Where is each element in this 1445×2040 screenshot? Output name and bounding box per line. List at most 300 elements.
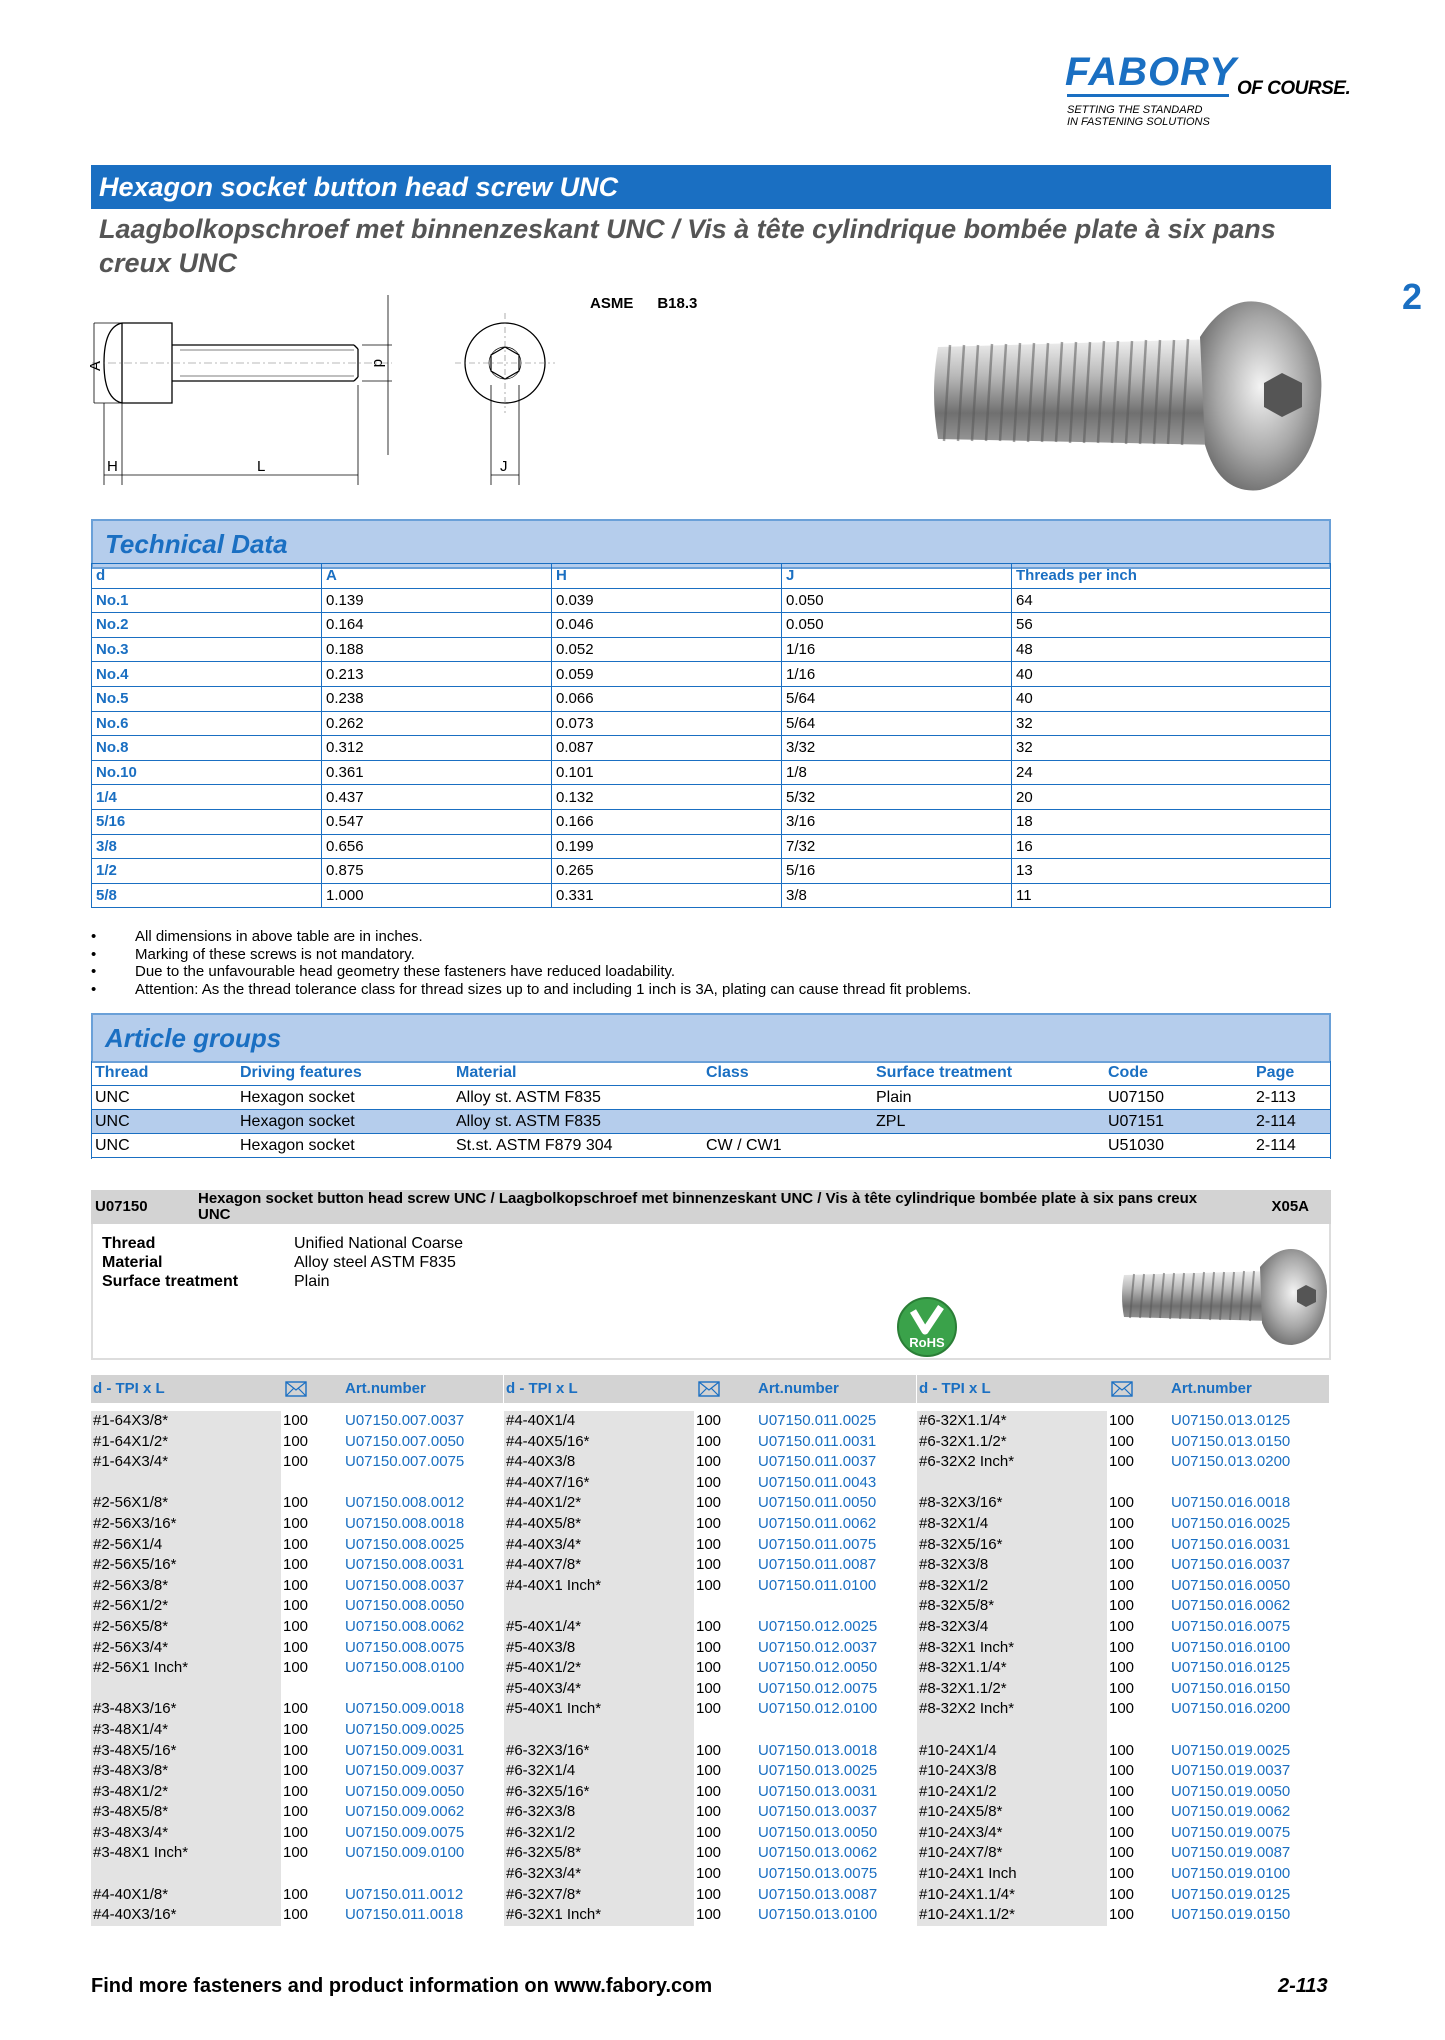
article-number[interactable]: U07150.012.0075	[758, 1679, 878, 1697]
table-cell: 1/4	[92, 785, 322, 810]
table-cell: Alloy st. ASTM F835	[452, 1086, 702, 1110]
article-number[interactable]: U07150.016.0031	[1171, 1535, 1291, 1553]
logo-tagline-1: SETTING THE STANDARD	[1067, 104, 1203, 116]
table-cell: 0.050	[782, 588, 1012, 613]
article-number[interactable]: U07150.016.0050	[1171, 1576, 1291, 1594]
list-item	[504, 1658, 916, 1679]
article-groups-table	[91, 1061, 1331, 1158]
table-cell: St.st. ASTM F879 304	[452, 1134, 702, 1158]
articles-column-header	[917, 1375, 1329, 1403]
article-number[interactable]: U07150.009.0037	[345, 1762, 465, 1780]
article-number[interactable]: U07150.008.0012	[345, 1494, 465, 1512]
technical-data-header: Technical Data	[91, 519, 1331, 569]
list-item	[504, 1617, 916, 1638]
article-size: #8-32X1/4	[919, 1514, 989, 1532]
table-cell: 56	[1012, 613, 1331, 638]
articles-column-2	[504, 1375, 916, 1926]
table-cell: 1/16	[782, 662, 1012, 687]
article-number[interactable]: U07150.016.0200	[1171, 1700, 1291, 1718]
article-number[interactable]: U07150.013.0100	[758, 1906, 878, 1924]
table-cell: Plain	[872, 1086, 1104, 1110]
table-row	[92, 736, 1331, 761]
article-size: #8-32X1.1/4*	[919, 1659, 1007, 1677]
article-number[interactable]: U07150.019.0037	[1171, 1762, 1291, 1780]
article-number[interactable]: U07150.019.0062	[1171, 1803, 1291, 1821]
article-quantity: 100	[1109, 1803, 1135, 1821]
article-number[interactable]: U07150.013.0150	[1171, 1432, 1291, 1450]
article-size: #8-32X3/8	[919, 1556, 989, 1574]
article-quantity: 100	[1109, 1906, 1135, 1924]
article-number[interactable]: U07150.019.0050	[1171, 1782, 1291, 1800]
article-number[interactable]: U07150.012.0037	[758, 1638, 878, 1656]
article-number[interactable]: U07150.013.0037	[758, 1803, 878, 1821]
article-number[interactable]: U07150.013.0200	[1171, 1453, 1291, 1471]
article-size: #6-32X7/8*	[506, 1885, 582, 1903]
table-row	[92, 834, 1331, 859]
article-size: #6-32X1.1/2*	[919, 1432, 1007, 1450]
article-number[interactable]: U07150.011.0075	[758, 1535, 877, 1553]
list-item	[91, 1432, 503, 1453]
table-cell: U07151	[1104, 1110, 1252, 1134]
article-number[interactable]: U07150.016.0018	[1171, 1494, 1291, 1512]
article-size: #2-56X1/4	[93, 1535, 163, 1553]
article-quantity: 100	[1109, 1597, 1135, 1615]
article-size: #10-24X1/2	[919, 1782, 997, 1800]
table-cell: 0.039	[552, 588, 782, 613]
table-cell: 13	[1012, 859, 1331, 884]
articles-rows	[504, 1411, 916, 1926]
list-item	[917, 1720, 1329, 1741]
table-cell: 0.052	[552, 637, 782, 662]
table-row	[91, 1110, 1331, 1134]
article-number[interactable]: U07150.009.0100	[345, 1844, 465, 1862]
table-cell: 20	[1012, 785, 1331, 810]
article-size: #6-32X5/16*	[506, 1782, 590, 1800]
article-number[interactable]: U07150.016.0100	[1171, 1638, 1291, 1656]
article-number[interactable]: U07150.012.0025	[758, 1617, 878, 1635]
table-cell: 0.262	[322, 711, 552, 736]
list-item	[91, 1658, 503, 1679]
article-quantity: 100	[696, 1576, 722, 1594]
article-size: #3-48X5/16*	[93, 1741, 177, 1759]
list-item	[917, 1576, 1329, 1597]
property-label: Surface treatment	[102, 1273, 239, 1290]
article-number[interactable]: U07150.013.0125	[1171, 1412, 1291, 1429]
table-row	[92, 883, 1331, 908]
table-cell: 0.087	[552, 736, 782, 761]
table-cell: CW / CW1	[702, 1134, 872, 1158]
dim-L: L	[257, 458, 266, 475]
list-item	[91, 1535, 503, 1556]
list-item	[917, 1741, 1329, 1762]
article-number[interactable]: U07150.011.0100	[758, 1576, 877, 1594]
table-cell: UNC	[91, 1134, 236, 1158]
article-number[interactable]: U07150.008.0037	[345, 1576, 465, 1594]
article-quantity: 100	[283, 1700, 309, 1718]
article-size: #4-40X5/16*	[506, 1432, 590, 1450]
table-row	[92, 760, 1331, 785]
article-quantity: 100	[283, 1514, 309, 1532]
article-size: #2-56X1/8*	[93, 1494, 169, 1512]
art-number-header: Art.number	[758, 1380, 839, 1397]
article-size: #5-40X1 Inch*	[506, 1700, 602, 1718]
article-number[interactable]: U07150.008.0100	[345, 1659, 465, 1677]
article-quantity: 100	[283, 1844, 309, 1862]
article-size: #4-40X7/8*	[506, 1556, 582, 1574]
list-item	[917, 1617, 1329, 1638]
list-item	[917, 1658, 1329, 1679]
article-quantity: 100	[1109, 1514, 1135, 1532]
table-cell: U51030	[1104, 1134, 1252, 1158]
table-cell: No.10	[92, 760, 322, 785]
article-size: #8-32X1/2	[919, 1576, 989, 1594]
list-item	[504, 1514, 916, 1535]
article-size: #8-32X1 Inch*	[919, 1638, 1015, 1656]
article-number[interactable]: U07150.008.0025	[345, 1535, 465, 1553]
article-quantity: 100	[1109, 1782, 1135, 1800]
list-item	[91, 1411, 503, 1432]
article-quantity: 100	[283, 1823, 309, 1841]
article-number[interactable]: U07150.013.0025	[758, 1762, 878, 1780]
article-number[interactable]: U07150.011.0062	[758, 1514, 877, 1532]
article-number[interactable]: U07150.009.0075	[345, 1823, 465, 1841]
table-cell: Hexagon socket	[236, 1086, 452, 1110]
table-row	[92, 785, 1331, 810]
envelope-icon	[698, 1381, 720, 1397]
article-number[interactable]: U07150.011.0025	[758, 1412, 877, 1429]
list-item	[504, 1411, 916, 1432]
article-quantity: 100	[696, 1535, 722, 1553]
article-number[interactable]: U07150.008.0075	[345, 1638, 465, 1656]
article-number[interactable]: U07150.013.0087	[758, 1885, 878, 1903]
article-quantity: 100	[1109, 1638, 1135, 1656]
list-item	[917, 1864, 1329, 1885]
list-item	[504, 1864, 916, 1885]
article-number[interactable]: U07150.013.0062	[758, 1844, 878, 1862]
table-row	[91, 1134, 1331, 1158]
article-quantity: 100	[696, 1906, 722, 1924]
list-item	[504, 1596, 916, 1617]
article-number[interactable]: U07150.008.0062	[345, 1617, 465, 1635]
art-number-header: Art.number	[345, 1380, 426, 1397]
table-cell: 0.361	[322, 760, 552, 785]
table-row	[92, 662, 1331, 687]
table-cell: No.4	[92, 662, 322, 687]
property-value: Alloy steel ASTM F835	[294, 1254, 456, 1271]
property-label: Thread	[102, 1235, 156, 1252]
table-cell: 0.331	[552, 883, 782, 908]
list-item	[917, 1411, 1329, 1432]
list-item	[917, 1514, 1329, 1535]
list-item	[504, 1473, 916, 1494]
article-quantity: 100	[1109, 1762, 1135, 1780]
article-number[interactable]: U07150.007.0050	[345, 1432, 465, 1450]
article-size: #4-40X3/16*	[93, 1906, 177, 1924]
list-item	[91, 1905, 503, 1926]
table-cell: 0.164	[322, 613, 552, 638]
col-header-H: H	[552, 564, 782, 589]
article-number[interactable]: U07150.011.0012	[345, 1885, 464, 1903]
list-item	[917, 1761, 1329, 1782]
article-number[interactable]: U07150.019.0087	[1171, 1844, 1291, 1862]
article-size: #2-56X3/4*	[93, 1638, 169, 1656]
article-quantity: 100	[696, 1782, 722, 1800]
table-cell: 3/32	[782, 736, 1012, 761]
dim-H: H	[107, 458, 118, 475]
table-cell: U07150	[1104, 1086, 1252, 1110]
article-quantity: 100	[1109, 1659, 1135, 1677]
list-item	[504, 1493, 916, 1514]
table-cell: 2-114	[1252, 1134, 1331, 1158]
table-cell: 0.312	[322, 736, 552, 761]
list-item	[917, 1596, 1329, 1617]
article-number[interactable]: U07150.019.0100	[1171, 1865, 1291, 1883]
article-number[interactable]: U07150.016.0150	[1171, 1679, 1291, 1697]
size-header: d - TPI x L	[919, 1380, 991, 1397]
article-quantity: 100	[696, 1514, 722, 1532]
article-number[interactable]: U07150.011.0050	[758, 1494, 877, 1512]
article-number[interactable]: U07150.016.0062	[1171, 1597, 1291, 1615]
article-number[interactable]: U07150.012.0100	[758, 1700, 878, 1718]
list-item	[917, 1782, 1329, 1803]
article-number[interactable]: U07150.011.0018	[345, 1906, 464, 1924]
article-number[interactable]: U07150.009.0031	[345, 1741, 465, 1759]
article-number[interactable]: U07150.009.0018	[345, 1700, 465, 1718]
article-number[interactable]: U07150.008.0050	[345, 1597, 465, 1615]
section-number: 2	[1402, 276, 1423, 317]
article-number[interactable]: U07150.013.0031	[758, 1782, 878, 1800]
table-cell: 1/2	[92, 859, 322, 884]
article-size: #10-24X5/8*	[919, 1803, 1003, 1821]
logo-tagline-2: IN FASTENING SOLUTIONS	[1067, 116, 1210, 128]
article-number[interactable]: U07150.016.0025	[1171, 1514, 1291, 1532]
table-cell: 18	[1012, 809, 1331, 834]
table-row	[92, 711, 1331, 736]
article-number[interactable]: U07150.009.0050	[345, 1782, 465, 1800]
table-cell: 2-114	[1252, 1110, 1331, 1134]
col-header-tpi: Threads per inch	[1012, 564, 1331, 589]
table-cell: 0.238	[322, 686, 552, 711]
article-number[interactable]: U07150.019.0125	[1171, 1885, 1291, 1903]
article-size: #4-40X1/8*	[93, 1885, 169, 1903]
list-item	[91, 1555, 503, 1576]
table-row	[91, 1086, 1331, 1110]
article-quantity: 100	[696, 1762, 722, 1780]
note-item: • All dimensions in above table are in inches.	[91, 928, 1331, 946]
list-item	[917, 1473, 1329, 1494]
article-size: #2-56X3/16*	[93, 1514, 177, 1532]
article-quantity: 100	[283, 1576, 309, 1594]
table-cell: 2-113	[1252, 1086, 1331, 1110]
list-item	[504, 1905, 916, 1926]
article-size: #10-24X1.1/2*	[919, 1906, 1015, 1924]
list-item	[504, 1720, 916, 1741]
article-quantity: 100	[696, 1617, 722, 1635]
article-size: #1-64X3/8*	[93, 1412, 169, 1429]
table-cell: 0.188	[322, 637, 552, 662]
technical-data-table	[91, 563, 1331, 908]
product-properties	[102, 1234, 463, 1291]
table-cell: 0.265	[552, 859, 782, 884]
list-item	[91, 1864, 503, 1885]
article-quantity: 100	[283, 1885, 309, 1903]
article-number[interactable]: U07150.013.0075	[758, 1865, 878, 1883]
article-size: #3-48X3/4*	[93, 1823, 169, 1841]
col-header-thread: Thread	[91, 1061, 236, 1086]
table-cell: 0.046	[552, 613, 782, 638]
article-size: #3-48X1 Inch*	[93, 1844, 189, 1862]
logo-tagline	[1067, 104, 1210, 128]
list-item	[504, 1885, 916, 1906]
list-item	[504, 1699, 916, 1720]
article-number[interactable]: U07150.009.0062	[345, 1803, 465, 1821]
article-size: #6-32X1 Inch*	[506, 1906, 602, 1924]
page-subtitle: Laagbolkopschroef met binnenzeskant UNC / Vis à tête cylindrique bombée plate à six pans creux UNC	[99, 214, 1276, 278]
article-size: #3-48X1/4*	[93, 1720, 169, 1738]
list-item	[91, 1493, 503, 1514]
article-size: #6-32X1/2	[506, 1823, 576, 1841]
table-cell: 5/8	[92, 883, 322, 908]
table-cell: 11	[1012, 883, 1331, 908]
article-quantity: 100	[696, 1412, 722, 1429]
list-item	[91, 1452, 503, 1473]
table-cell: 5/16	[92, 809, 322, 834]
article-quantity: 100	[696, 1638, 722, 1656]
note-item: • Attention: As the thread tolerance class for thread sizes up to and including 1 inch is 3A, plating can cause thread fit problems.	[91, 981, 1331, 999]
article-quantity: 100	[696, 1659, 722, 1677]
article-number[interactable]: U07150.008.0031	[345, 1556, 465, 1574]
article-quantity: 100	[696, 1494, 722, 1512]
dim-A: A	[87, 360, 104, 371]
article-number[interactable]: U07150.012.0050	[758, 1659, 878, 1677]
list-item	[91, 1514, 503, 1535]
article-number[interactable]: U07150.016.0075	[1171, 1617, 1291, 1635]
table-row	[92, 637, 1331, 662]
article-quantity: 100	[283, 1556, 309, 1574]
standard-reference	[590, 295, 721, 312]
list-item	[91, 1761, 503, 1782]
article-number[interactable]: U07150.019.0150	[1171, 1906, 1291, 1924]
table-row	[92, 686, 1331, 711]
page-title: Hexagon socket button head screw UNC	[91, 165, 1331, 209]
footer-page-number: 2-113	[1278, 1975, 1328, 1997]
article-quantity: 100	[283, 1741, 309, 1759]
note-item: • Due to the unfavourable head geometry these fasteners have reduced loadability.	[91, 963, 1331, 981]
article-quantity: 100	[1109, 1556, 1135, 1574]
table-cell: No.2	[92, 613, 322, 638]
article-size: #4-40X3/8	[506, 1453, 576, 1471]
article-quantity: 100	[283, 1597, 309, 1615]
article-size: #8-32X2 Inch*	[919, 1700, 1015, 1718]
table-cell: 24	[1012, 760, 1331, 785]
property-label: Material	[102, 1254, 163, 1271]
article-size: #3-48X5/8*	[93, 1803, 169, 1821]
article-size: #10-24X1 Inch	[919, 1865, 1017, 1883]
article-size: #2-56X5/8*	[93, 1617, 169, 1635]
article-quantity: 100	[1109, 1679, 1135, 1697]
table-cell: 5/64	[782, 711, 1012, 736]
article-number[interactable]: U07150.016.0125	[1171, 1659, 1291, 1677]
list-item	[504, 1823, 916, 1844]
list-item	[91, 1720, 503, 1741]
article-quantity: 100	[696, 1432, 722, 1450]
article-groups-header: Article groups	[91, 1013, 1331, 1063]
table-cell: 40	[1012, 662, 1331, 687]
article-number[interactable]: U07150.007.0075	[345, 1453, 465, 1471]
article-size: #3-48X3/8*	[93, 1762, 169, 1780]
table-cell: 7/32	[782, 834, 1012, 859]
table-cell	[702, 1110, 872, 1134]
article-number[interactable]: U07150.011.0087	[758, 1556, 877, 1574]
standard-org: ASME	[590, 295, 634, 312]
table-header-row	[92, 564, 1331, 589]
article-size: #10-24X3/4*	[919, 1823, 1003, 1841]
articles-column-1	[91, 1375, 503, 1926]
article-quantity: 100	[283, 1535, 309, 1553]
list-item	[917, 1555, 1329, 1576]
product-header	[91, 1190, 1331, 1224]
article-quantity: 100	[1109, 1576, 1135, 1594]
table-cell: No.1	[92, 588, 322, 613]
article-quantity: 100	[283, 1659, 309, 1677]
logo-rule	[1067, 94, 1229, 97]
art-number-header: Art.number	[1171, 1380, 1252, 1397]
article-quantity: 100	[1109, 1823, 1135, 1841]
table-cell: 0.199	[552, 834, 782, 859]
article-quantity: 100	[283, 1638, 309, 1656]
size-header: d - TPI x L	[506, 1380, 578, 1397]
col-header-J: J	[782, 564, 1012, 589]
article-quantity: 100	[1109, 1885, 1135, 1903]
table-cell: 5/32	[782, 785, 1012, 810]
article-size: #5-40X3/4*	[506, 1679, 582, 1697]
article-number[interactable]: U07150.016.0037	[1171, 1556, 1291, 1574]
article-number[interactable]: U07150.013.0018	[758, 1741, 878, 1759]
table-cell: 0.059	[552, 662, 782, 687]
size-header: d - TPI x L	[93, 1380, 165, 1397]
article-number[interactable]: U07150.009.0025	[345, 1720, 465, 1738]
article-quantity: 100	[283, 1762, 309, 1780]
list-item	[917, 1823, 1329, 1844]
article-quantity: 100	[1109, 1617, 1135, 1635]
article-size: #1-64X1/2*	[93, 1432, 169, 1450]
article-quantity: 100	[1109, 1412, 1135, 1429]
table-cell: 0.139	[322, 588, 552, 613]
article-number[interactable]: U07150.013.0050	[758, 1823, 878, 1841]
fabory-logo	[1065, 52, 1355, 142]
property-value: Plain	[294, 1273, 330, 1290]
list-item	[91, 1741, 503, 1762]
article-size: #4-40X5/8*	[506, 1514, 582, 1532]
table-cell: 5/16	[782, 859, 1012, 884]
article-quantity: 100	[1109, 1844, 1135, 1862]
article-number[interactable]: U07150.019.0075	[1171, 1823, 1291, 1841]
article-number[interactable]: U07150.011.0037	[758, 1453, 877, 1471]
article-number[interactable]: U07150.011.0031	[758, 1432, 877, 1450]
article-quantity: 100	[696, 1741, 722, 1759]
article-number[interactable]: U07150.011.0043	[758, 1473, 877, 1491]
table-cell: 1.000	[322, 883, 552, 908]
article-quantity: 100	[696, 1885, 722, 1903]
article-number[interactable]: U07150.008.0018	[345, 1514, 465, 1532]
article-number[interactable]: U07150.019.0025	[1171, 1741, 1291, 1759]
article-number[interactable]: U07150.007.0037	[345, 1412, 465, 1429]
product-description: Hexagon socket button head screw UNC / Laagbolkopschroef met binnenzeskant UNC / Vis à tête cylindrique bombée plate à six pans creux UNC	[198, 1190, 1198, 1223]
article-size: #10-24X3/8	[919, 1762, 997, 1780]
article-quantity: 100	[283, 1453, 309, 1471]
list-item	[917, 1638, 1329, 1659]
article-size: #2-56X5/16*	[93, 1556, 177, 1574]
